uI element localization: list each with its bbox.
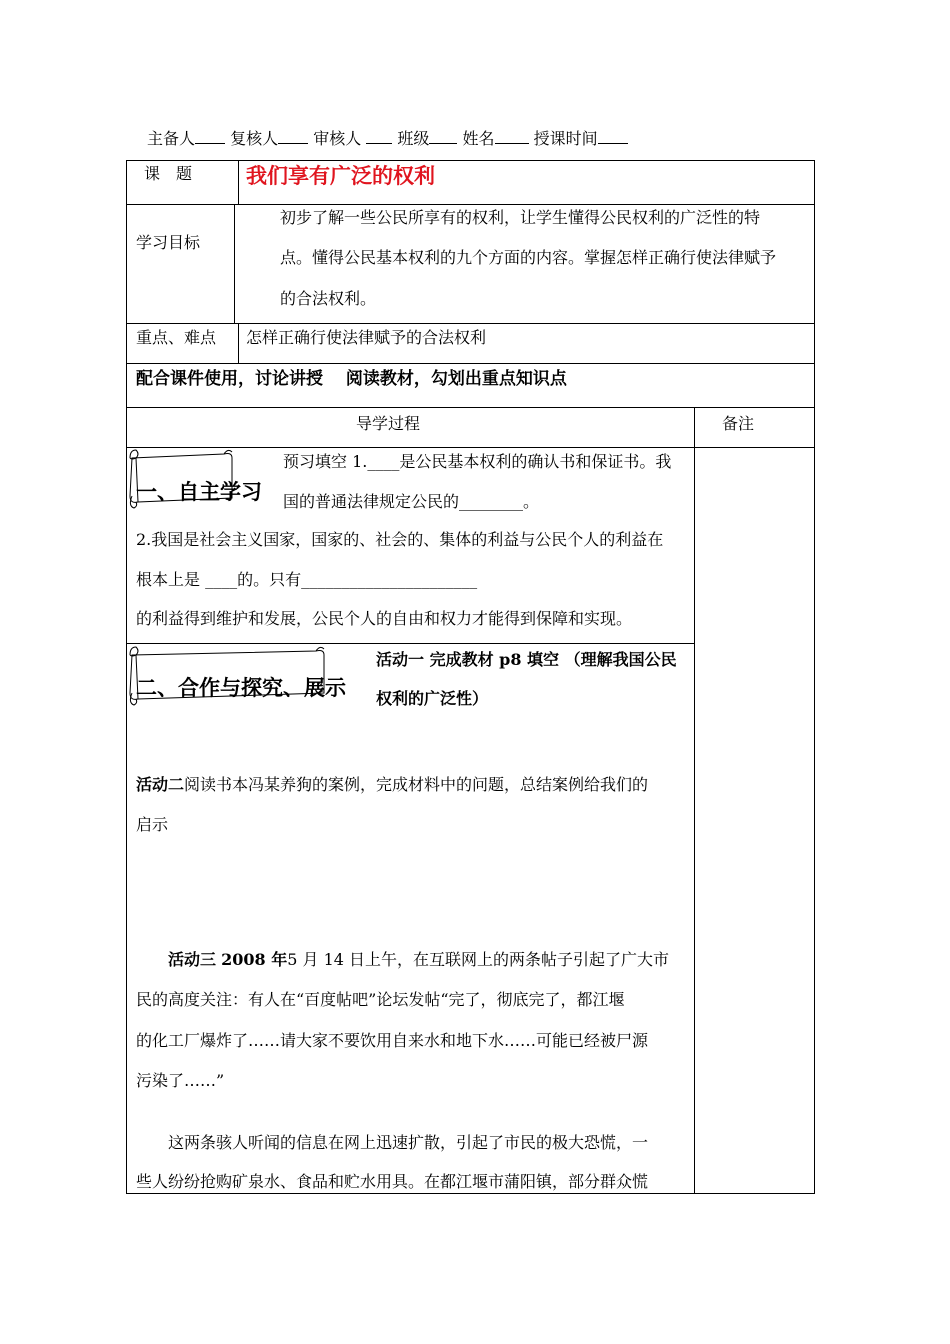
- header-label-reviewer: 复核人: [230, 129, 279, 148]
- notes-column-divider: [694, 407, 695, 1194]
- class-blank[interactable]: [429, 129, 457, 144]
- activity3-text: 5 月 14 日上午，在互联网上的两条帖子引起了广大市: [287, 950, 670, 969]
- activity3: [168, 950, 669, 970]
- time-blank[interactable]: [598, 129, 628, 144]
- header-label-class: 班级: [397, 129, 430, 148]
- table-border-bottom: [126, 1193, 815, 1194]
- header-label-name: 姓名: [462, 129, 495, 148]
- table-label-divider: [234, 204, 235, 323]
- activity3-line: 民的高度关注：有人在“百度帖吧”论坛发帖“完了，彻底完了，都江堰: [136, 990, 625, 1009]
- process-header: 导学过程: [356, 414, 421, 433]
- section1-line: 的利益得到维护和发展，公民个人的自由和权力才能得到保障和实现。: [136, 609, 633, 628]
- activity3-year: 2008 年: [221, 950, 288, 969]
- section1-line: 预习填空 1.____是公民基本权利的确认书和保证书。我: [283, 452, 672, 471]
- notes-header: 备注: [722, 414, 755, 433]
- auditor-blank[interactable]: [366, 129, 392, 144]
- document-header: [147, 126, 628, 149]
- activity2-label: 活动二: [136, 775, 185, 794]
- teaching-method: 配合课件使用，讨论讲授 阅读教材，勾划出重点知识点: [136, 369, 567, 389]
- activity2-line: 启示: [136, 815, 169, 834]
- table-row-divider: [126, 407, 815, 408]
- table-border-top: [126, 160, 815, 161]
- goals-line: 点。懂得公民基本权利的九个方面的内容。掌握怎样正确行使法律赋予: [280, 248, 777, 267]
- paragraph-line: 这两条骇人听闻的信息在网上迅速扩散，引起了市民的极大恐慌，一: [168, 1133, 649, 1152]
- name-blank[interactable]: [495, 129, 529, 144]
- activity3-line: 污染了……”: [136, 1071, 225, 1090]
- table-label-divider: [238, 323, 239, 363]
- table-label-divider: [238, 160, 239, 204]
- topic-label: 课 题: [144, 164, 193, 183]
- header-label-auditor: 审核人: [313, 129, 362, 148]
- key-points-label: 重点、难点: [136, 328, 217, 347]
- preparer-blank[interactable]: [195, 129, 225, 144]
- reviewer-blank[interactable]: [278, 129, 308, 144]
- goals-line: 初步了解一些公民所享有的权利，让学生懂得公民权利的广泛性的特: [280, 208, 761, 227]
- paragraph-line: 些人纷纷抢购矿泉水、食品和贮水用具。在都江堰市蒲阳镇，部分群众慌: [136, 1172, 649, 1191]
- header-label-time: 授课时间: [533, 129, 598, 148]
- key-points-value: 怎样正确行使法律赋予的合法权利: [246, 328, 487, 347]
- goals-label: 学习目标: [136, 233, 201, 252]
- lesson-title: 我们享有广泛的权利: [246, 164, 435, 188]
- section1-line: 国的普通法律规定公民的________。: [283, 492, 540, 511]
- activity3-line: 的化工厂爆炸了……请大家不要饮用自来水和地下水……可能已经被尸源: [136, 1031, 649, 1050]
- table-border-right: [814, 160, 815, 1194]
- section1-line: 根本上是 ____的。只有______________________: [136, 570, 478, 589]
- activity1-line: 活动一 完成教材 p8 填空 （理解我国公民: [376, 650, 677, 669]
- table-row-divider: [126, 363, 815, 364]
- activity2: [136, 775, 648, 795]
- section1-title: 一、自主学习: [136, 480, 262, 504]
- table-row-divider: [126, 323, 815, 324]
- activity3-label: 活动三: [168, 950, 217, 969]
- activity1-line: 权利的广泛性）: [376, 689, 489, 708]
- table-row-divider: [126, 204, 815, 205]
- section1-line: 2.我国是社会主义国家，国家的、社会的、集体的利益与公民个人的利益在: [136, 530, 664, 549]
- header-label-preparer: 主备人: [147, 129, 196, 148]
- goals-line: 的合法权利。: [280, 289, 377, 308]
- section2-title: 二、合作与探究、展示: [136, 676, 346, 700]
- activity2-text: 阅读书本冯某养狗的案例，完成材料中的问题，总结案例给我们的: [184, 775, 649, 794]
